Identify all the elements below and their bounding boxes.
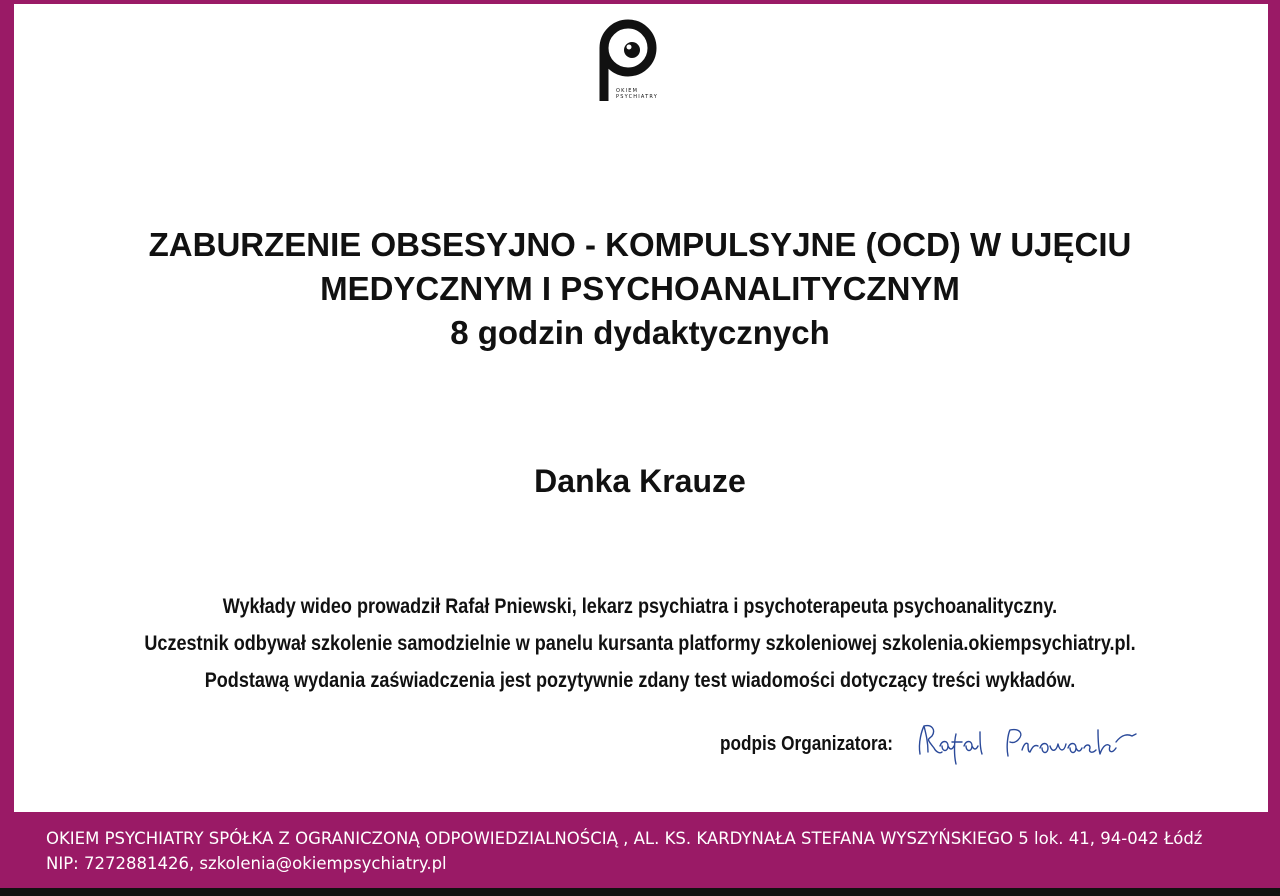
course-title-line-1: ZABURZENIE OBSESYJNO - KOMPULSYJNE (OCD) W UJĘCIU	[148, 226, 1132, 263]
course-title-line-2: MEDYCZNYM I PSYCHOANALITYCZNYM	[320, 270, 960, 307]
course-hours: 8 godzin dydaktycznych	[450, 314, 830, 351]
bottom-edge	[0, 888, 1280, 896]
footer-address: OKIEM PSYCHIATRY SPÓŁKA Z OGRANICZONĄ ODPOWIEDZIALNOŚCIĄ , AL. KS. KARDYNAŁA STEFANA WYSZYŃSKIEGO 5 lok. 41, 94-042 Łódź	[46, 829, 1203, 848]
participant-name: Danka Krauze	[534, 463, 746, 499]
info-line-1: Wykłady wideo prowadził Rafał Pniewski, lekarz psychiatra i psychoterapeuta psychoanalityczny.	[222, 595, 1058, 618]
info-line-2: Uczestnik odbywał szkolenie samodzielnie w panelu kursanta platformy szkoleniowej szkolenia.okiempsychiatry.pl.	[144, 632, 1136, 655]
course-title	[0, 223, 1280, 355]
company-footer	[46, 826, 1202, 876]
footer-contact: NIP: 7272881426, szkolenia@okiempsychiatry.pl	[46, 854, 447, 873]
certificate-info	[90, 588, 1191, 699]
organizer-signature	[910, 712, 1150, 772]
logo-text: OKIEM PSYCHIATRY	[616, 88, 658, 100]
signature-label: podpis Organizatora:	[720, 733, 893, 755]
info-line-3: Podstawą wydania zaświadczenia jest pozytywnie zdany test wiadomości dotyczący treści wykładów.	[204, 669, 1076, 692]
